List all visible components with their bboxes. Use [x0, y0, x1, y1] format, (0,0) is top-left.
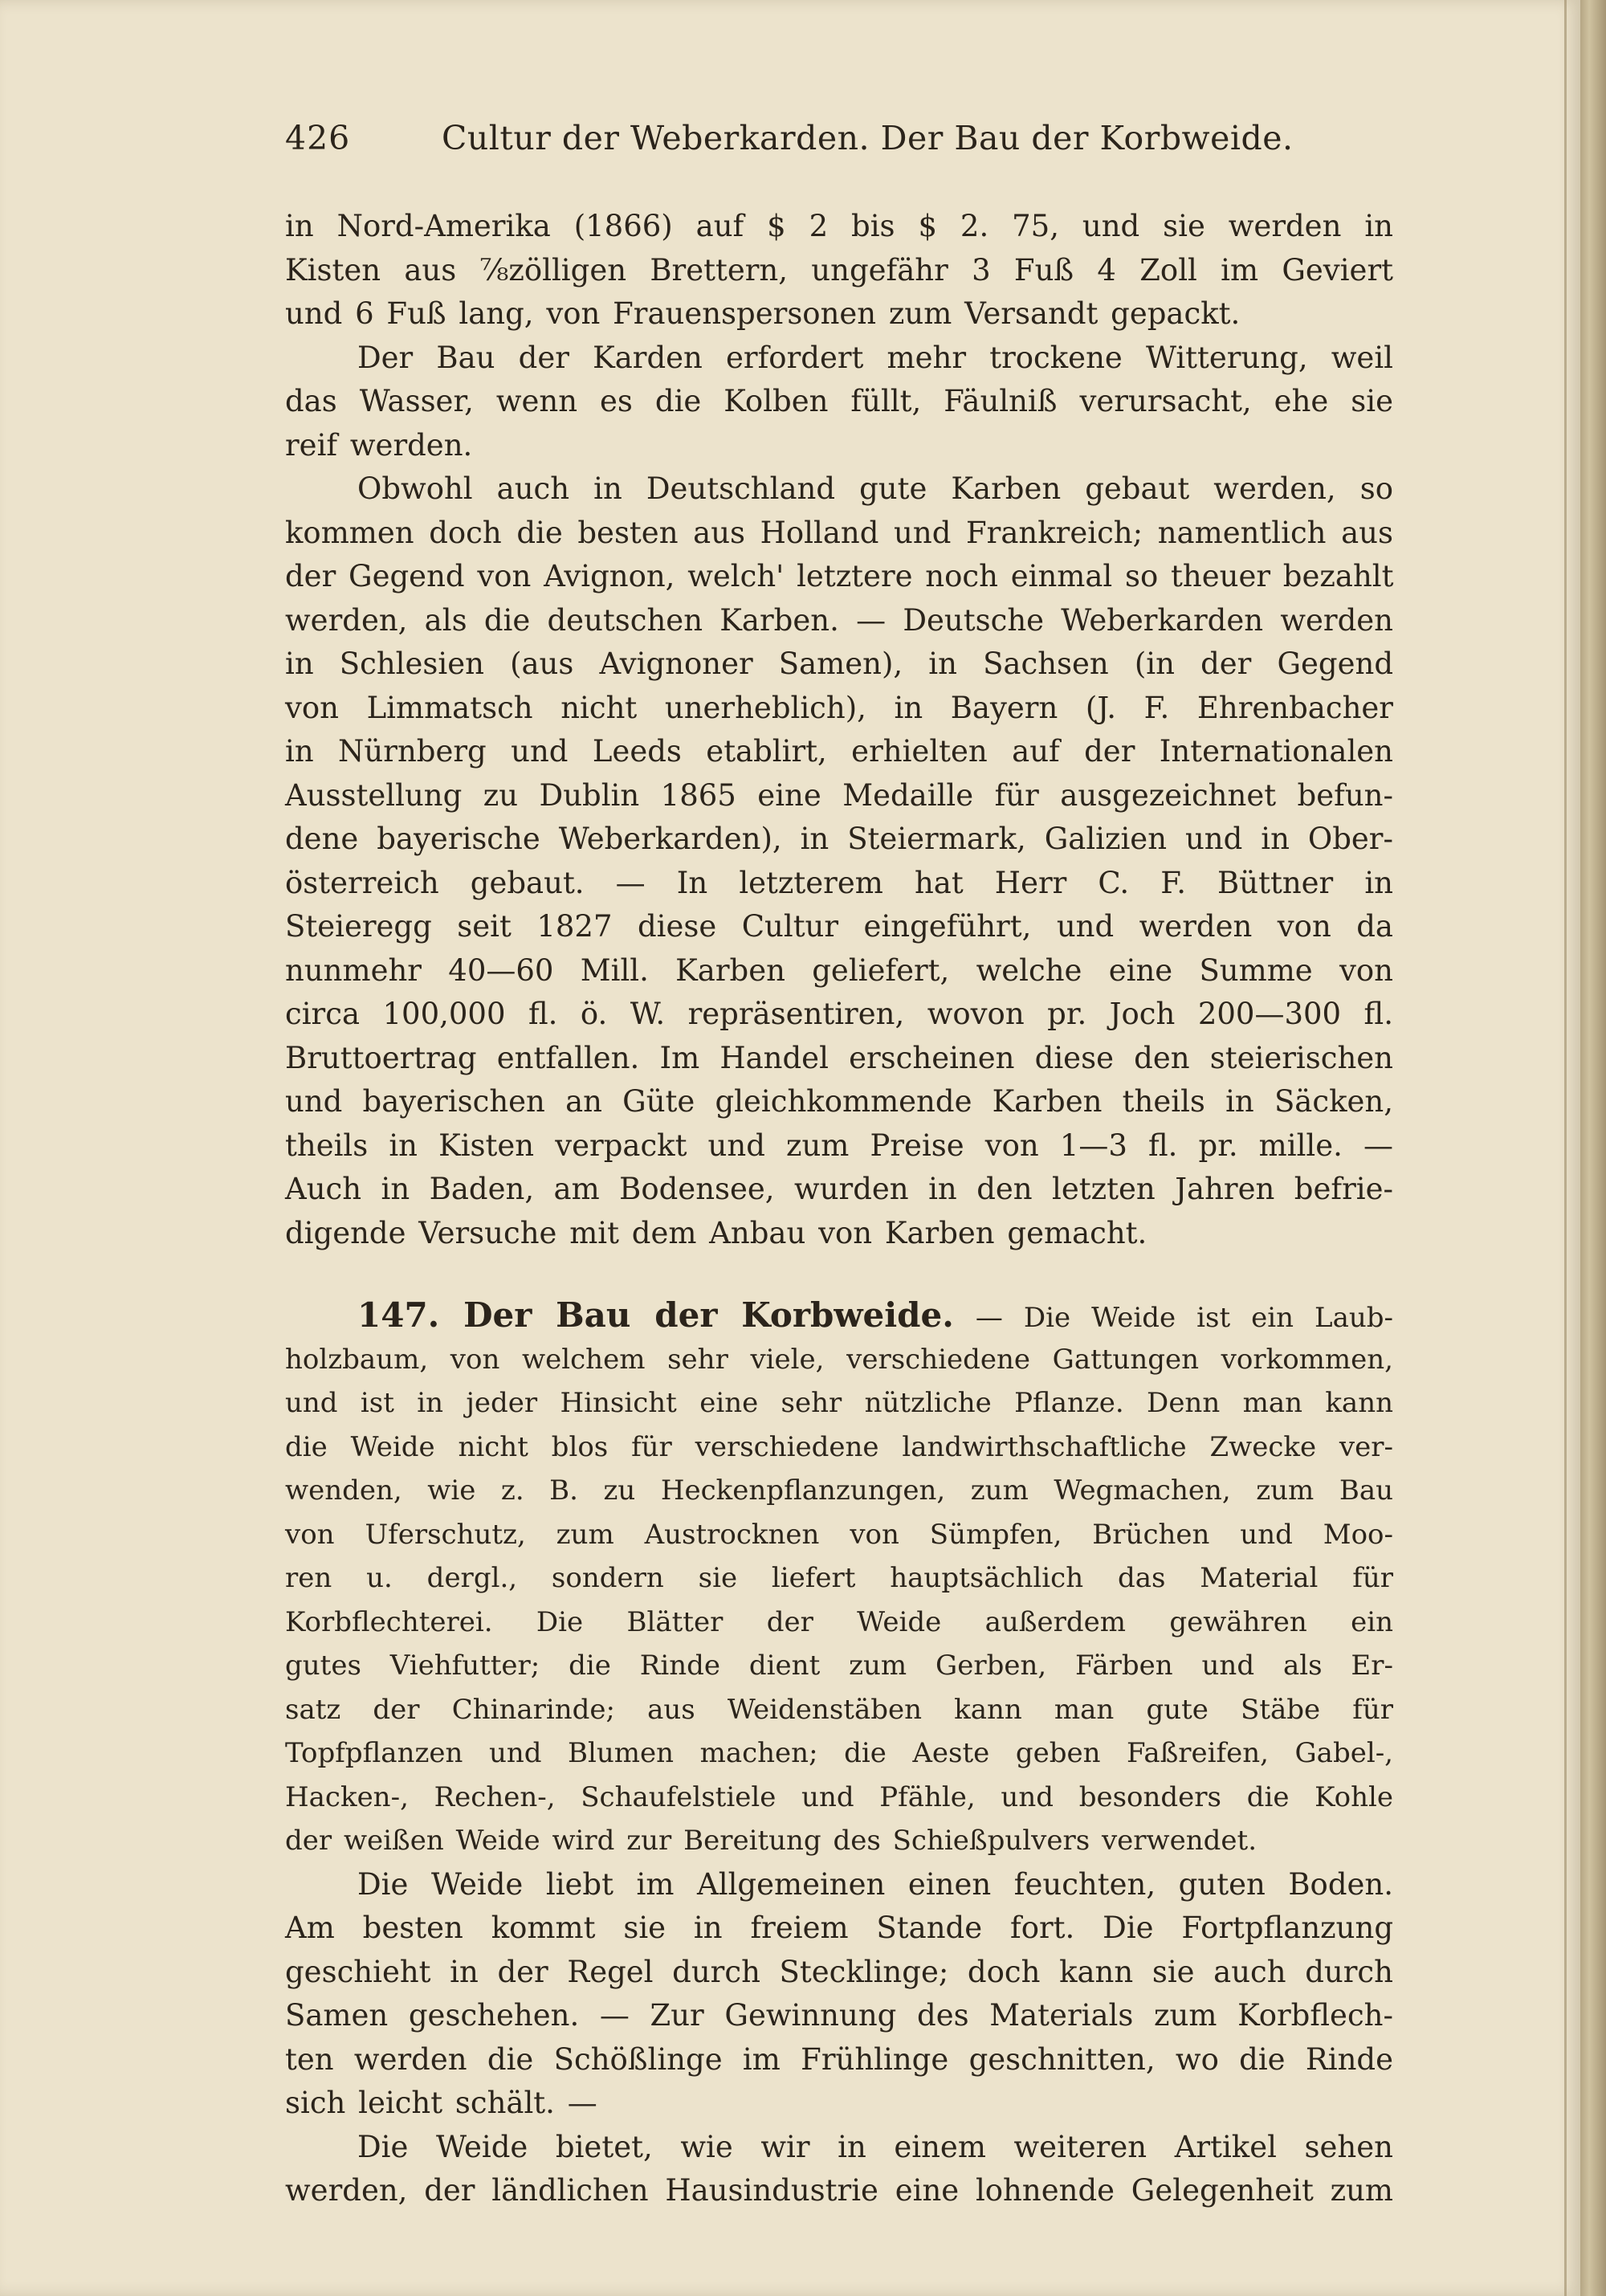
page-gutter — [1564, 0, 1567, 2296]
text-line: werden, der ländlichen Hausindustrie eine lohnende Gelegenheit zum — [285, 2173, 1393, 2208]
page-header — [285, 119, 1409, 167]
text-line: Kisten aus ⅞zölligen Brettern, ungefähr 3 Fuß 4 Zoll im Geviert — [285, 252, 1393, 288]
page-edge — [1580, 0, 1606, 2296]
text-line: satz der Chinarinde; aus Weidenstäben kann man gute Stäbe für — [285, 1693, 1393, 1726]
text-line: kommen doch die besten aus Holland und Frankreich; namentlich aus — [285, 515, 1393, 550]
text-line: Bruttoertrag entfallen. Im Handel erscheinen diese den steierischen — [285, 1040, 1393, 1075]
text-line: Auch in Baden, am Bodensee, wurden in den letzten Jahren befrie- — [285, 1172, 1393, 1206]
text-line: Samen geschehen. — Zur Gewinnung des Materials zum Korbflech- — [285, 1998, 1393, 2033]
text-line: von Limmatsch nicht unerheblich), in Bayern (J. F. Ehrenbacher — [285, 690, 1393, 725]
text-line: österreich gebaut. — In letzterem hat Herr C. F. Büttner in — [285, 865, 1393, 900]
running-title: Cultur der Weberkarden. Der Bau der Korbweide. — [442, 119, 1294, 157]
text-line: Hacken-, Rechen-, Schaufelstiele und Pfähle, und besonders die Kohle — [285, 1780, 1393, 1813]
text-line: Der Bau der Karden erfordert mehr trockene Witterung, weil — [357, 340, 1393, 375]
text-line: das Wasser, wenn es die Kolben füllt, Fäulniß verursacht, ehe sie — [285, 384, 1393, 418]
text-line: und bayerischen an Güte gleichkommende Karben theils in Säcken, — [285, 1084, 1393, 1119]
text-line: Ausstellung zu Dublin 1865 eine Medaille für ausgezeichnet befun- — [285, 777, 1393, 813]
section-spacer — [285, 1255, 1393, 1294]
text-line: von Uferschutz, zum Austrocknen von Sümpfen, Brüchen und Moo- — [285, 1518, 1393, 1551]
paragraph — [285, 2126, 1393, 2213]
section-heading: 147. Der Bau der Korbweide. — [357, 1295, 954, 1335]
page-body — [285, 205, 1393, 2213]
text-line: Obwohl auch in Deutschland gute Karben gebaut werden, so — [357, 471, 1393, 506]
text-line: Korbflechterei. Die Blätter der Weide außerdem gewähren ein — [285, 1605, 1393, 1638]
text-line: circa 100,000 fl. ö. W. repräsentiren, wovon pr. Joch 200—300 fl. — [285, 997, 1393, 1031]
text-line: holzbaum, von welchem sehr viele, verschiedene Gattungen vorkommen, — [285, 1343, 1393, 1376]
text-line: der Gegend von Avignon, welch' letztere noch einmal so theuer bezahlt — [285, 559, 1394, 593]
text-line: in Nord-Amerika (1866) auf $ 2 bis $ 2. 75, und sie werden in — [285, 209, 1393, 243]
text-line: und 6 Fuß lang, von Frauenspersonen zum Versandt gepackt. — [285, 296, 1241, 331]
text-line: nunmehr 40—60 Mill. Karben geliefert, welche eine Summe von — [285, 952, 1393, 988]
text-line: und ist in jeder Hinsicht eine sehr nützliche Pflanze. Denn man kann — [285, 1387, 1393, 1419]
text-line: geschieht in der Regel durch Stecklinge; doch kann sie auch durch — [285, 1954, 1393, 1989]
text-line: Am besten kommt sie in freiem Stande fort. Die Fortpflanzung — [285, 1911, 1393, 1945]
paragraph — [285, 467, 1393, 1255]
page-number: 426 — [285, 119, 351, 157]
text-line: in Schlesien (aus Avignoner Samen), in Sachsen (in der Gegend — [285, 646, 1393, 681]
paragraph-continuation — [285, 205, 1393, 336]
text-line: ren u. dergl., sondern sie liefert hauptsächlich das Material für — [285, 1562, 1393, 1594]
text-line: Topfpflanzen und Blumen machen; die Aeste geben Faßreifen, Gabel-, — [285, 1737, 1393, 1769]
text-line: Die Weide liebt im Allgemeinen einen feuchten, guten Boden. — [357, 1866, 1393, 1902]
text-line: dene bayerische Weberkarden), in Steiermark, Galizien und in Ober- — [285, 822, 1393, 856]
paragraph — [285, 1863, 1393, 2126]
text-line: in Nürnberg und Leeds etablirt, erhielten auf der Internationalen — [285, 734, 1393, 769]
paragraph — [285, 336, 1393, 468]
text-line: wenden, wie z. B. zu Heckenpflanzungen, zum Wegmachen, zum Bau — [285, 1474, 1393, 1507]
section-first-line — [285, 1294, 1393, 1338]
text-line: die Weide nicht blos für verschiedene landwirthschaftliche Zwecke ver- — [285, 1430, 1393, 1463]
text-line: digende Versuche mit dem Anbau von Karben gemacht. — [285, 1215, 1147, 1250]
text-line: reif werden. — [285, 427, 473, 463]
text-line: Die Weide bietet, wie wir in einem weiteren Artikel sehen — [357, 2129, 1393, 2164]
text-line: gutes Viehfutter; die Rinde dient zum Gerben, Färben und als Er- — [285, 1650, 1393, 1682]
section-lead-text: — Die Weide ist ein Laub- — [975, 1302, 1393, 1334]
section-147 — [285, 1294, 1393, 1863]
text-line: sich leicht schält. — — [285, 2086, 597, 2120]
text-line: Steieregg seit 1827 diese Cultur eingeführt, und werden von da — [285, 909, 1393, 944]
text-line: ten werden die Schößlinge im Frühlinge geschnitten, wo die Rinde — [285, 2041, 1393, 2077]
text-line: der weißen Weide wird zur Bereitung des Schießpulvers verwendet. — [285, 1825, 1257, 1857]
text-line: werden, als die deutschen Karben. — Deutsche Weberkarden werden — [285, 602, 1393, 638]
text-line: theils in Kisten verpackt und zum Preise von 1—3 fl. pr. mille. — — [285, 1128, 1393, 1163]
